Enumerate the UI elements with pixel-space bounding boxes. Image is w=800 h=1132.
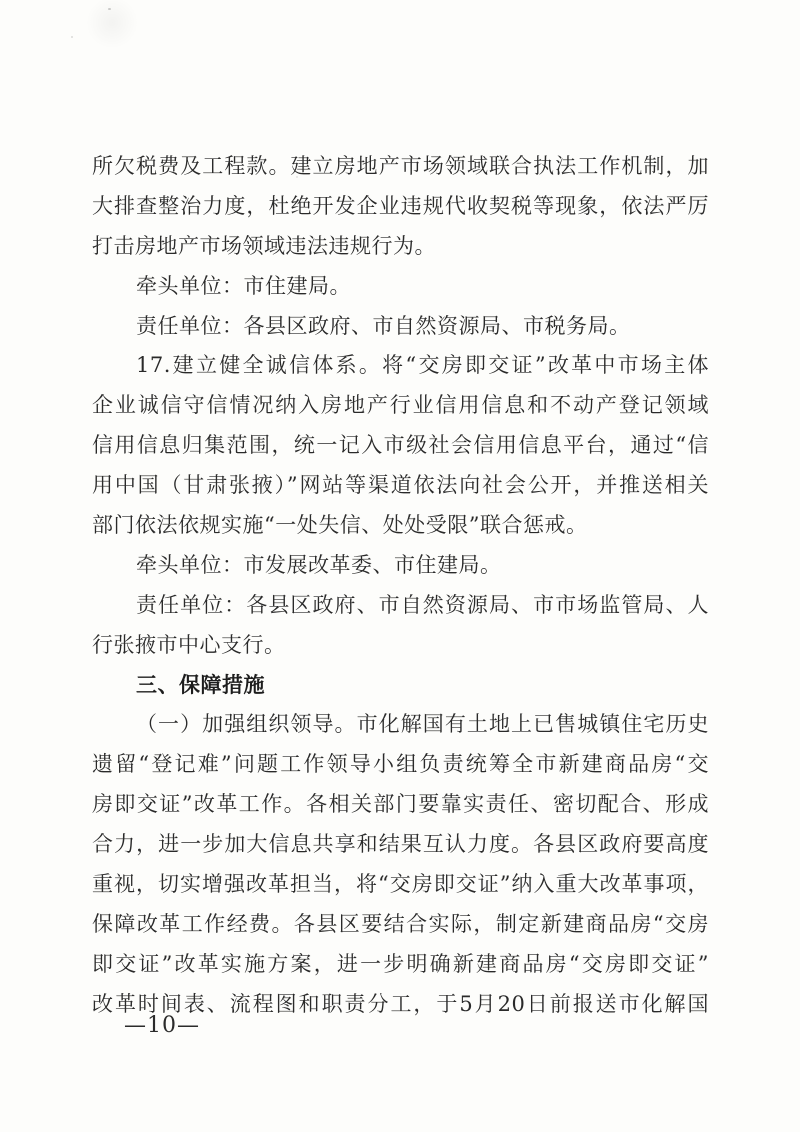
text-line: 行张掖市中心支行。 [92, 632, 286, 657]
text-line: 遗留“登记难”问题工作领导小组负责统筹全市新建商品房“交 [92, 752, 709, 777]
text-line: 房即交证”改革工作。各相关部门要靠实责任、密切配合、形成 [92, 792, 709, 817]
text-line: 用中国（甘肃张掖）”网站等渠道依法向社会公开，并推送相关 [92, 473, 709, 498]
page-number: —10— [124, 1013, 200, 1038]
text-line: 责任单位：各县区政府、市自然资源局、市市场监管局、人 [136, 592, 709, 617]
text-line: 责任单位：各县区政府、市自然资源局、市税务局。 [136, 313, 631, 338]
text-line: 所欠税费及工程款。建立房地产市场领域联合执法工作机制，加 [92, 154, 709, 178]
text-line: （一）加强组织领导。市化解国有土地上已售城镇住宅历史 [136, 712, 709, 737]
text-line: 改革时间表、流程图和职责分工，于5月20日前报送市化解国 [92, 991, 709, 1016]
text-line: 企业诚信守信情况纳入房地产行业信用信息和不动产登记领域 [92, 393, 709, 418]
text-line: 合力，进一步加大信息共享和结果互认力度。各县区政府要高度 [92, 832, 709, 857]
text-line: 打击房地产市场领域违法违规行为。 [92, 233, 436, 258]
text-line: 信用信息归集范围，统一记入市级社会信用信息平台，通过“信 [92, 433, 709, 458]
scan-speck [71, 36, 73, 38]
text-line: 保障改革工作经费。各县区要结合实际，制定新建商品房“交房 [92, 911, 709, 936]
document-text-block [92, 147, 709, 1025]
section-heading: 三、保障措施 [136, 673, 265, 697]
text-line: 17.建立健全诚信体系。将“交房即交证”改革中市场主体 [136, 353, 709, 378]
text-line: 即交证”改革实施方案，进一步明确新建商品房“交房即交证” [92, 951, 709, 976]
text-line: 重视，切实增强改革担当，将“交房即交证”纳入重大改革事项， [92, 872, 709, 897]
text-line: 牵头单位：市发展改革委、市住建局。 [136, 552, 502, 577]
text-line: 部门依法依规实施“一处失信、处处受限”联合惩戒。 [92, 513, 588, 538]
text-line: 大排查整治力度，杜绝开发企业违规代收契税等现象，依法严厉 [92, 193, 709, 218]
text-line: 牵头单位：市住建局。 [136, 273, 351, 298]
scan-speck [108, 8, 111, 10]
